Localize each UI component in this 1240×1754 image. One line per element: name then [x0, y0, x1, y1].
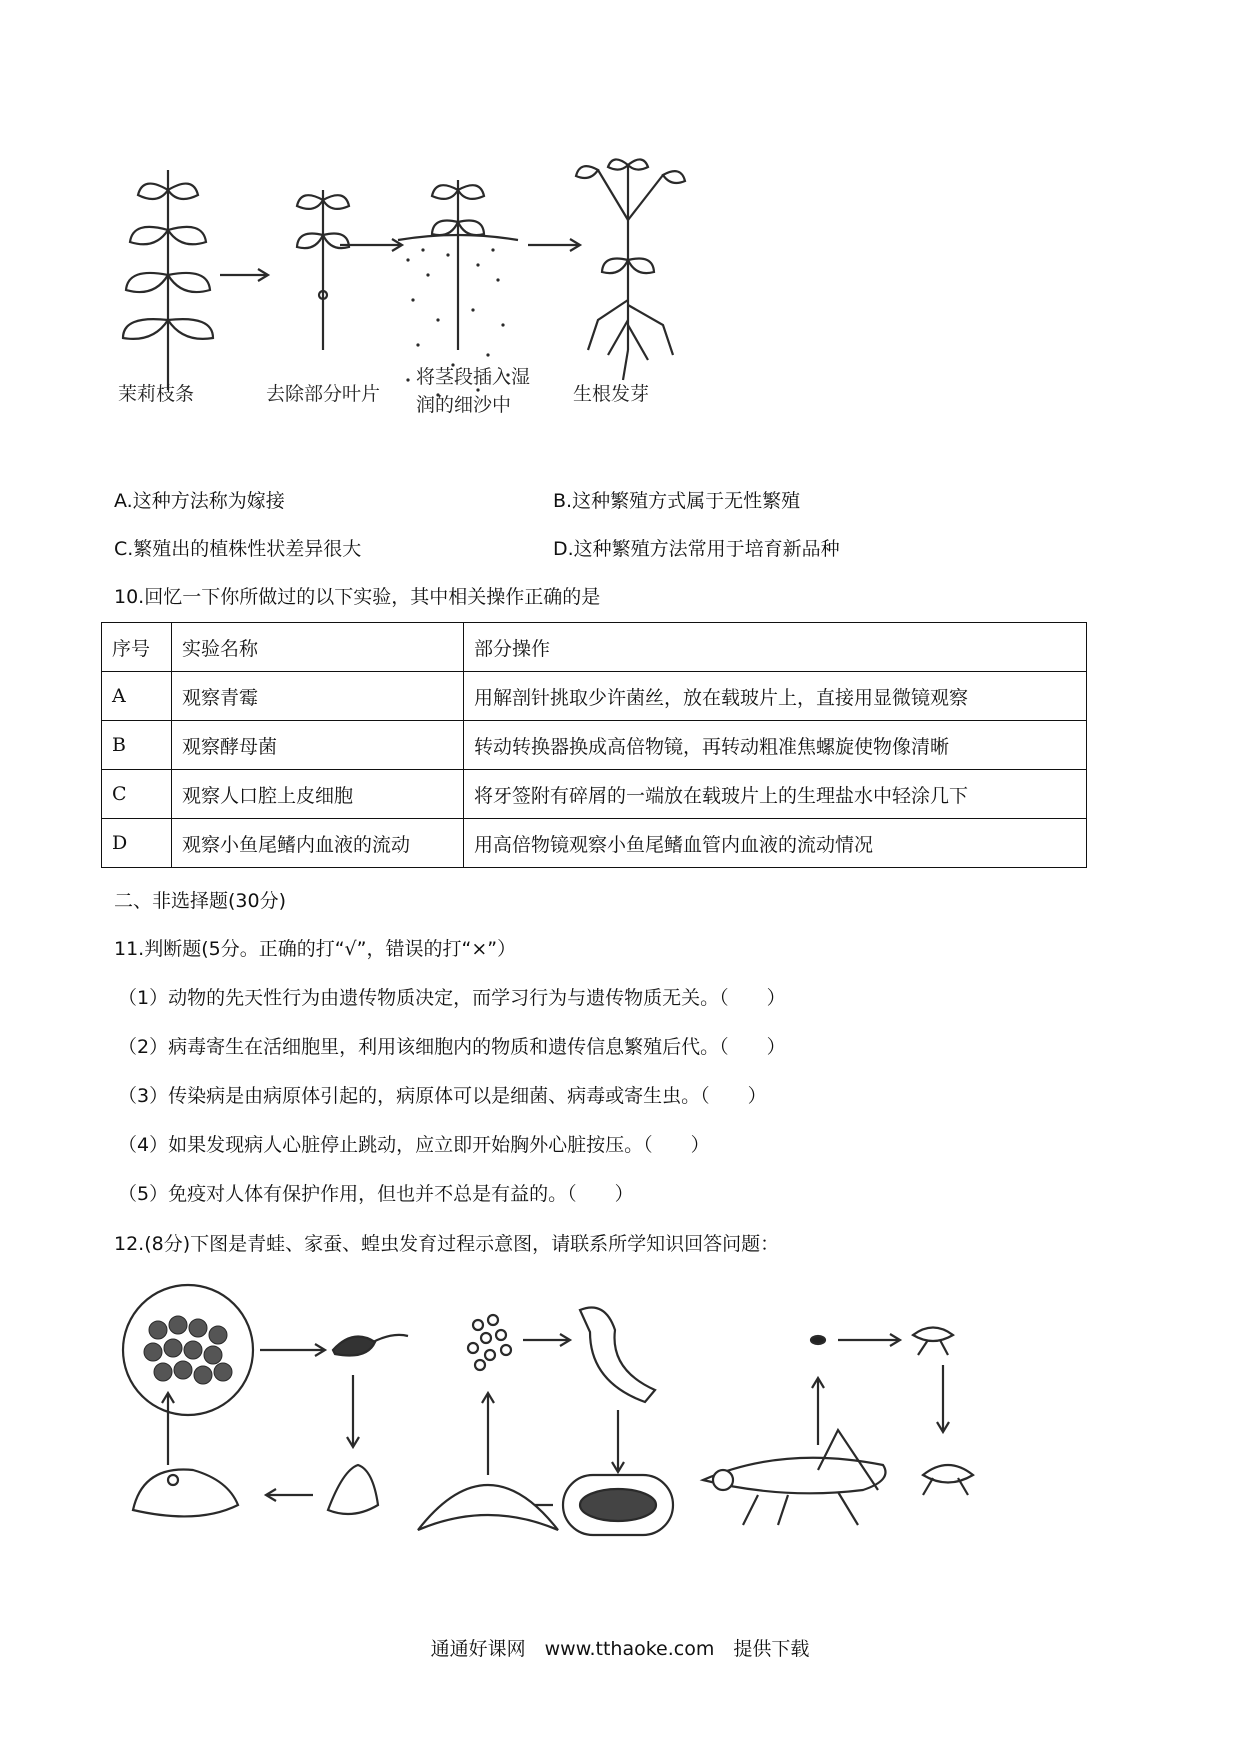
larva-drawing: [580, 1308, 655, 1403]
cutting-propagation-figure: [108, 150, 753, 465]
row-operation: 转动转换器换成高倍物镜，再转动粗准焦螺旋使物像清晰: [464, 721, 1087, 770]
silkworm-cycle: [418, 1308, 673, 1536]
row-index: B: [102, 721, 172, 770]
page-footer: 通通好课网 www.tthaoke.com 提供下载: [430, 1638, 810, 1660]
tadpole-drawing: [333, 1337, 375, 1356]
adult-frog-drawing: [133, 1470, 238, 1517]
locust-egg-drawing: [811, 1336, 825, 1344]
row-operation: 将牙签附有碎屑的一端放在载玻片上的生理盐水中轻涂几下: [464, 770, 1087, 819]
rooted-plant-drawing: [576, 159, 685, 380]
nymph-drawing-1: [913, 1328, 953, 1342]
jasmine-branch-drawing: [123, 170, 213, 390]
caption-jasmine-branch: 茉莉枝条: [118, 383, 195, 405]
life-cycle-figure: [118, 1280, 1118, 1555]
cutting-in-sand-drawing: [398, 180, 518, 350]
row-experiment: 观察酵母菌: [172, 721, 464, 770]
trimmed-cutting-drawing: [297, 190, 349, 350]
nymph-drawing-2: [923, 1465, 973, 1483]
silkworm-eggs-drawing: [468, 1315, 511, 1370]
q11-stem: 11.判断题(5分。正确的打“√”，错误的打“×”）: [114, 938, 517, 960]
experiment-table: [101, 622, 1087, 868]
caption-insert-stem-1: 将茎段插入湿: [416, 366, 531, 388]
row-experiment: 观察人口腔上皮细胞: [172, 770, 464, 819]
row-experiment: 观察青霉: [172, 672, 464, 721]
moth-drawing: [418, 1485, 558, 1530]
caption-root-sprout: 生根发芽: [573, 383, 650, 405]
q11-item-2: （2）病毒寄生在活细胞里，利用该细胞内的物质和遗传信息繁殖后代。（ ）: [118, 1036, 786, 1058]
caption-insert-stem-2: 润的细沙中: [416, 394, 512, 416]
row-operation: 用高倍物镜观察小鱼尾鳍血管内血液的流动情况: [464, 819, 1087, 868]
row-operation: 用解剖针挑取少许菌丝，放在载玻片上，直接用显微镜观察: [464, 672, 1087, 721]
q11-item-4: （4）如果发现病人心脏停止跳动，应立即开始胸外心脏按压。（ ）: [118, 1134, 710, 1156]
caption-remove-leaves: 去除部分叶片: [266, 383, 381, 405]
locust-cycle: [703, 1328, 973, 1526]
row-index: D: [102, 819, 172, 868]
table-row: [102, 819, 1087, 868]
frog-cycle: [123, 1285, 408, 1516]
header-cell-operation: 部分操作: [464, 623, 1087, 672]
q11-item-1: （1）动物的先天性行为由遗传物质决定，而学习行为与遗传物质无关。（ ）: [118, 987, 786, 1009]
row-index: A: [102, 672, 172, 721]
q9-option-b: B.这种繁殖方式属于无性繁殖: [553, 490, 801, 512]
q9-option-d: D.这种繁殖方法常用于培育新品种: [553, 538, 840, 560]
table-row: [102, 672, 1087, 721]
q9-option-c: C.繁殖出的植株性状差异很大: [114, 538, 362, 560]
section-heading: 二、非选择题(30分): [114, 890, 287, 912]
row-index: C: [102, 770, 172, 819]
q10-stem: 10.回忆一下你所做过的以下实验，其中相关操作正确的是: [114, 586, 601, 608]
table-row: [102, 770, 1087, 819]
q11-item-5: （5）免疫对人体有保护作用，但也并不总是有益的。（ ）: [118, 1183, 634, 1205]
q11-item-3: （3）传染病是由病原体引起的，病原体可以是细菌、病毒或寄生虫。（ ）: [118, 1085, 767, 1107]
table-header-row: [102, 623, 1087, 672]
header-cell-name: 实验名称: [172, 623, 464, 672]
table-row: [102, 721, 1087, 770]
row-experiment: 观察小鱼尾鳍内血液的流动: [172, 819, 464, 868]
header-cell-index: 序号: [102, 623, 172, 672]
q12-stem: 12.(8分)下图是青蛙、家蚕、蝗虫发育过程示意图，请联系所学知识回答问题：: [114, 1233, 780, 1255]
q9-option-a: A.这种方法称为嫁接: [114, 490, 285, 512]
froglet-drawing: [328, 1465, 378, 1514]
